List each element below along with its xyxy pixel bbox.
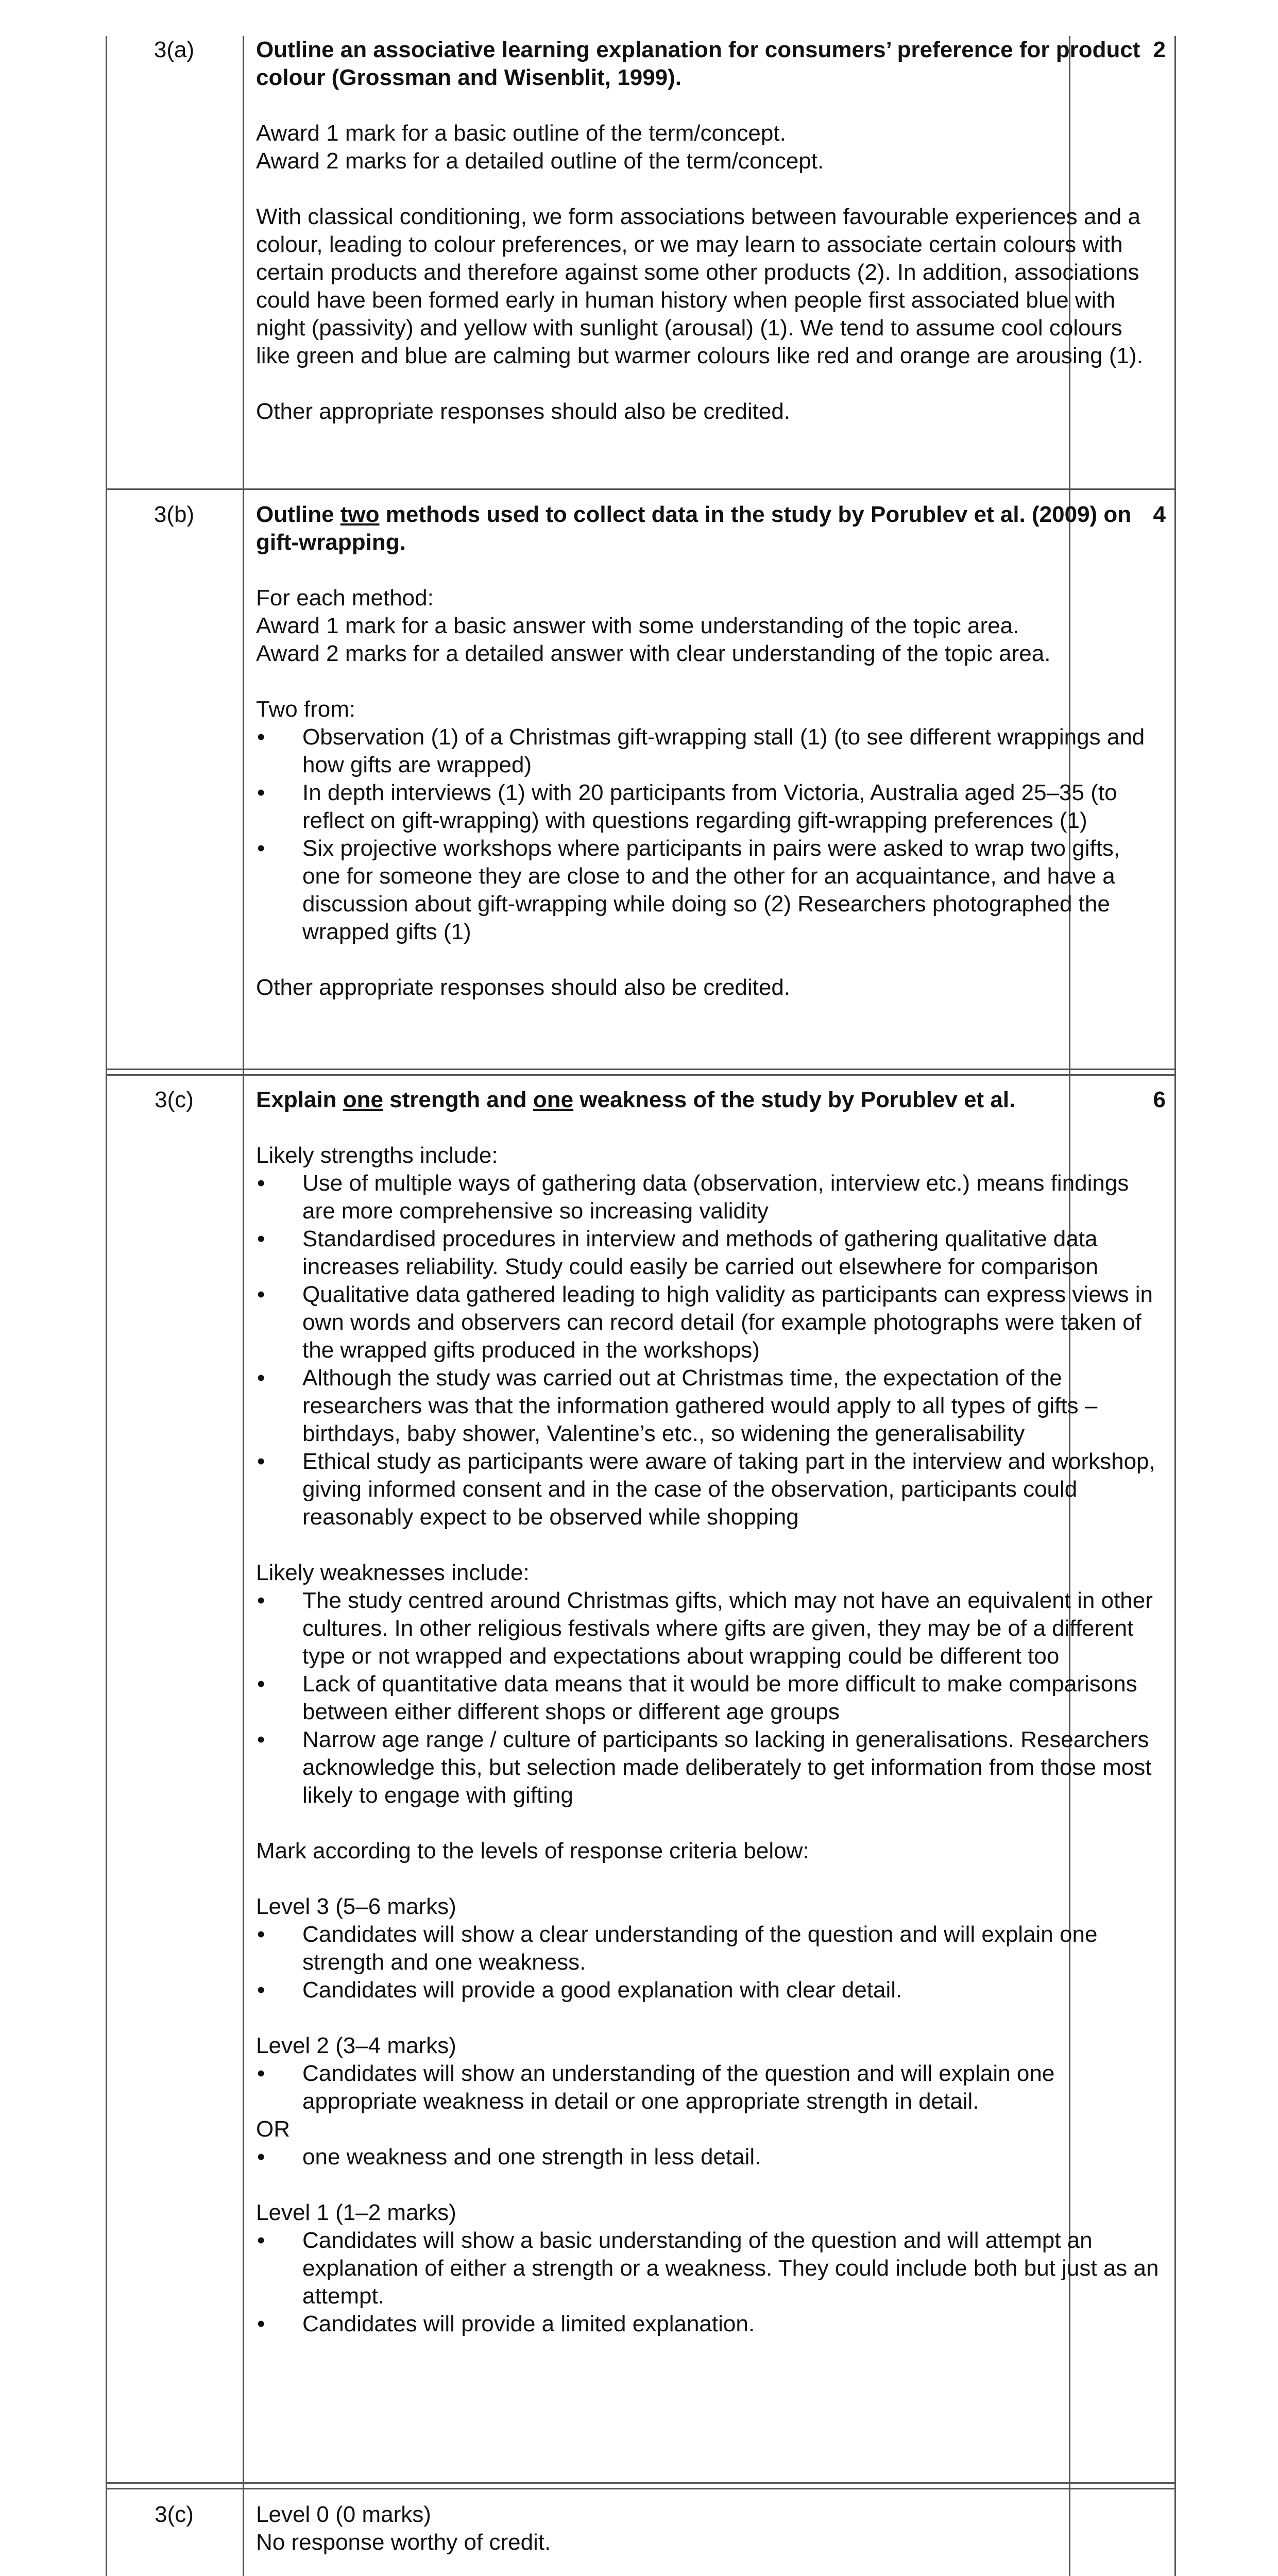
level-1-heading: Level 1 (1–2 marks)	[256, 2200, 456, 2225]
award-1-mark: Award 1 mark for a basic answer with some understanding of the topic area.	[256, 613, 1019, 638]
list-item: • Lack of quantitative data means that it would be more difficult to make comparisons between either different shops or different age groups	[256, 1670, 1160, 1726]
list-item: • Six projective workshops where participants in pairs were asked to wrap two gifts, one for someone they are close to and the other for an acquaintance, and have a discussion about gift-wrapping while doing so (2) Researchers photographed the wrapped gifts (1)	[256, 835, 1160, 946]
question-number: 3(a)	[154, 37, 195, 62]
list-item: • Use of multiple ways of gathering data (observation, interview etc.) means findings are more comprehensive so increasing validity	[256, 1170, 1160, 1225]
method-list	[256, 723, 1160, 946]
marks-value: 2	[1153, 37, 1166, 62]
award-2-marks: Award 2 marks for a detailed answer with clear understanding of the topic area.	[256, 641, 1051, 666]
list-item: • Candidates will show a clear understanding of the question and will explain one strength and one weakness.	[256, 1921, 1160, 1976]
list-item: • Candidates will show an understanding of the question and will explain one appropriate weakness in detail or one appropriate strength in detail.	[256, 2060, 1160, 2115]
award-1-mark: Award 1 mark for a basic outline of the term/concept.	[256, 121, 786, 146]
list-item: • Narrow age range / culture of participants so lacking in generalisations. Researchers acknowledge this, but selection made deliberately to get information from those most likely to engage with gifting	[256, 1726, 1160, 1809]
levels-instruction: Mark according to the levels of response criteria below:	[256, 1838, 809, 1863]
level-0-text: No response worthy of credit.	[256, 2530, 551, 2555]
question-number: 3(c)	[155, 2502, 194, 2527]
answer-cell-3c	[256, 1086, 1160, 2338]
two-from-heading: Two from:	[256, 697, 356, 722]
award-2-marks: Award 2 marks for a detailed outline of the term/concept.	[256, 148, 824, 174]
table-border-right	[1174, 36, 1176, 2576]
table-divider-question	[243, 36, 244, 2576]
list-item: • Candidates will provide a good explanation with clear detail.	[256, 1976, 1160, 2004]
strengths-list	[256, 1170, 1160, 1531]
list-item: • Ethical study as participants were aware of taking part in the interview and workshop, giving informed consent and in the case of the observation, participants could reasonably expect to be observed while shopping	[256, 1448, 1160, 1531]
marks-value: 4	[1153, 502, 1166, 527]
level-2-list-b	[256, 2143, 1160, 2171]
list-item: • Candidates will provide a limited explanation.	[256, 2310, 1160, 2338]
list-item: • one weakness and one strength in less detail.	[256, 2143, 1160, 2171]
list-item: • In depth interviews (1) with 20 participants from Victoria, Australia aged 25–35 (to reflect on gift-wrapping) with questions regarding gift-wrapping preferences (1)	[256, 779, 1160, 835]
level-0-heading: Level 0 (0 marks)	[256, 2502, 431, 2527]
marks-value: 6	[1153, 1087, 1166, 1112]
question-title: Outline an associative learning explanation for consumers’ preference for product colour (Grossman and Wisenblit, 1999).	[256, 37, 1140, 90]
list-item: • Although the study was carried out at Christmas time, the expectation of the researchers was that the information gathered would apply to all types of gifts – birthdays, baby shower, Valentine’s etc., so widening the generalisability	[256, 1364, 1160, 1448]
row-separator	[106, 1069, 1176, 1070]
for-each-method: For each method:	[256, 585, 434, 611]
answer-cell-3b	[256, 501, 1160, 1002]
row-separator	[106, 1074, 1176, 1076]
weaknesses-list	[256, 1587, 1160, 1809]
answer-cell-3c-continued	[256, 2501, 1160, 2576]
list-item: • The study centred around Christmas gifts, which may not have an equivalent in other cultures. In other religious festivals where gifts are given, they may be of a different type or not wrapped and expectations about wrapping could be different too	[256, 1587, 1160, 1670]
level-2-heading: Level 2 (3–4 marks)	[256, 2033, 456, 2058]
list-item: • Observation (1) of a Christmas gift-wrapping stall (1) (to see different wrappings and how gifts are wrapped)	[256, 723, 1160, 779]
question-title: Explain one strength and one weakness of the study by Porublev et al.	[256, 1087, 1016, 1112]
weaknesses-heading: Likely weaknesses include:	[256, 1560, 530, 1585]
list-item: • Standardised procedures in interview and methods of gathering qualitative data increases reliability. Study could easily be carried out elsewhere for comparison	[256, 1225, 1160, 1281]
list-item: • Candidates will show a basic understanding of the question and will attempt an explanation of either a strength or a weakness. They could include both but just as an attempt.	[256, 2227, 1160, 2310]
list-item: • Qualitative data gathered leading to high validity as participants can express views in own words and observers can record detail (for example photographs were taken of the wrapped gifts produced in the workshops)	[256, 1281, 1160, 1364]
other-responses-note: Other appropriate responses should also be credited.	[256, 975, 791, 1000]
question-number: 3(c)	[155, 1087, 194, 1112]
row-separator	[106, 2482, 1176, 2484]
indicative-content: With classical conditioning, we form associations between favourable experiences and a colour, leading to colour preferences, or we may learn to associate certain colours with certain products and therefore against some other products (2). In addition, associations could have been formed early in human history when people first associated blue with night (passivity) and yellow with sunlight (arousal) (1). We tend to assume cool colours like green and blue are calming but warmer colours like red and orange are arousing (1).	[256, 204, 1143, 368]
table-border-left	[106, 36, 107, 2576]
answer-cell-3a	[256, 36, 1160, 426]
level-3-list	[256, 1921, 1160, 2004]
question-number: 3(b)	[154, 502, 195, 527]
level-3-heading: Level 3 (5–6 marks)	[256, 1894, 456, 1919]
question-title: Outline two methods used to collect data in the study by Porublev et al. (2009) on gift-wrapping.	[256, 502, 1132, 555]
level-2-list-a	[256, 2060, 1160, 2115]
level-2-or: OR	[256, 2116, 290, 2142]
level-1-list	[256, 2227, 1160, 2338]
row-separator	[106, 2488, 1176, 2489]
other-responses-note: Other appropriate responses should also be credited.	[256, 399, 791, 424]
strengths-heading: Likely strengths include:	[256, 1143, 498, 1168]
row-separator	[106, 488, 1176, 490]
